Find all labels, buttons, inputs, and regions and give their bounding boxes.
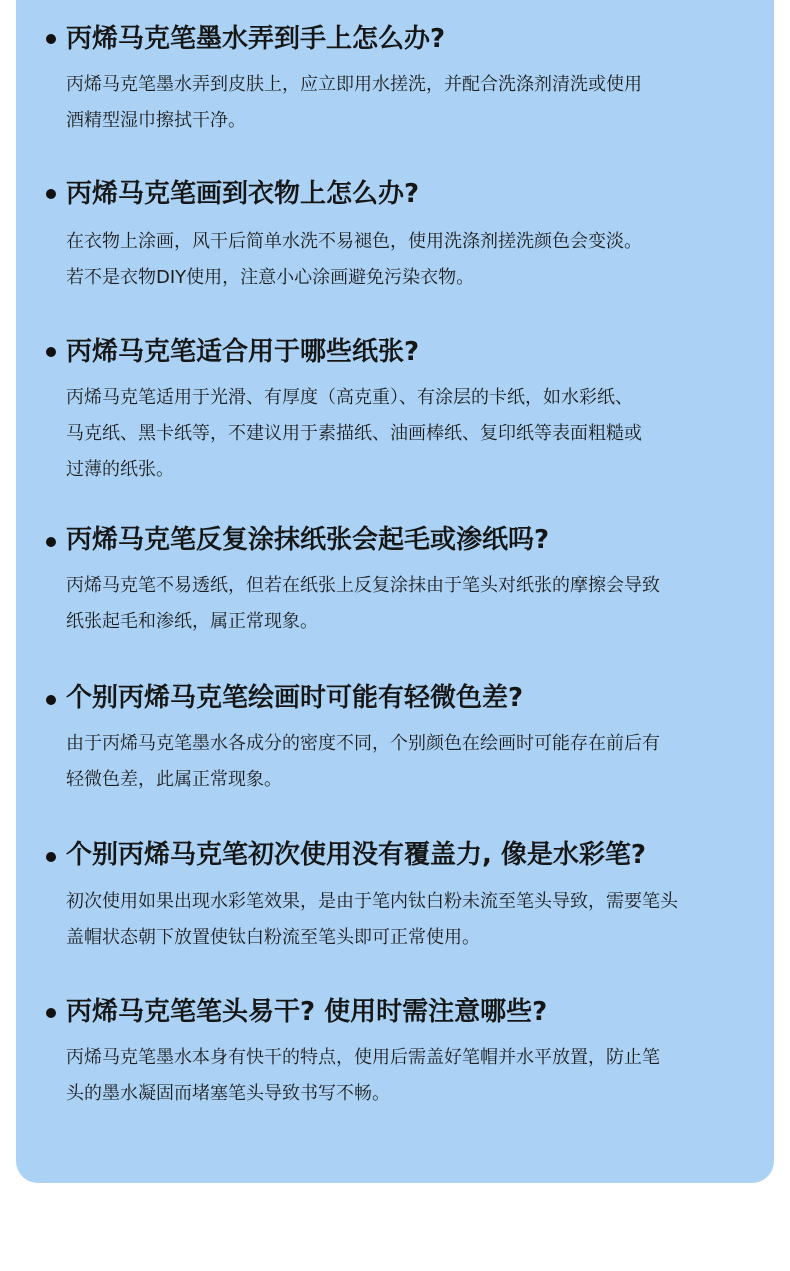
answer-line: 过薄的纸张。	[66, 459, 174, 480]
answer-line: 丙烯马克笔墨水弄到皮肤上，应立即用水搓洗，并配合洗涤剂清洗或使用	[66, 74, 642, 95]
answer-line: 盖帽状态朝下放置使钛白粉流至笔头即可正常使用。	[66, 927, 480, 948]
bullet-dot	[46, 189, 56, 199]
bullet-dot	[46, 1008, 56, 1018]
faq-question: 个别丙烯马克笔初次使用没有覆盖力, 像是水彩笔?	[66, 840, 647, 870]
faq-answer	[66, 1040, 756, 1112]
answer-line: 在衣物上涂画，风干后简单水洗不易褪色，使用洗涤剂搓洗颜色会变淡。	[66, 231, 642, 252]
faq-answer	[66, 380, 756, 488]
bullet-dot	[46, 695, 56, 705]
faq-answer	[66, 67, 756, 139]
faq-answer	[66, 884, 756, 956]
bullet-dot	[46, 537, 56, 547]
answer-line: 初次使用如果出现水彩笔效果，是由于笔内钛白粉未流至笔头导致，需要笔头	[66, 891, 678, 912]
bullet-dot	[46, 852, 56, 862]
faq-question: 丙烯马克笔笔头易干? 使用时需注意哪些?	[66, 997, 548, 1027]
answer-line: 马克纸、黑卡纸等，不建议用于素描纸、油画棒纸、复印纸等表面粗糙或	[66, 423, 642, 444]
answer-line: 纸张起毛和渗纸，属正常现象。	[66, 611, 318, 632]
faq-question: 丙烯马克笔适合用于哪些纸张?	[66, 337, 420, 367]
faq-question: 个别丙烯马克笔绘画时可能有轻微色差?	[66, 683, 524, 713]
answer-line: 酒精型湿巾擦拭干净。	[66, 110, 246, 131]
faq-question: 丙烯马克笔画到衣物上怎么办?	[66, 179, 420, 209]
answer-line: 丙烯马克笔不易透纸，但若在纸张上反复涂抹由于笔头对纸张的摩擦会导致	[66, 575, 660, 596]
answer-line: 头的墨水凝固而堵塞笔头导致书写不畅。	[66, 1083, 390, 1104]
answer-line: 丙烯马克笔适用于光滑、有厚度（高克重）、有涂层的卡纸，如水彩纸、	[66, 387, 633, 408]
bullet-dot	[46, 347, 56, 357]
answer-line: 由于丙烯马克笔墨水各成分的密度不同，个别颜色在绘画时可能存在前后有	[66, 733, 660, 754]
faq-answer	[66, 568, 756, 640]
faq-question: 丙烯马克笔反复涂抹纸张会起毛或渗纸吗?	[66, 525, 550, 555]
faq-answer	[66, 224, 756, 296]
faq-answer	[66, 726, 756, 798]
bullet-dot	[46, 34, 56, 44]
answer-line: 若不是衣物DIY使用，注意小心涂画避免污染衣物。	[66, 267, 475, 288]
answer-line: 丙烯马克笔墨水本身有快干的特点，使用后需盖好笔帽并水平放置，防止笔	[66, 1047, 660, 1068]
faq-question: 丙烯马克笔墨水弄到手上怎么办?	[66, 24, 446, 54]
answer-line: 轻微色差，此属正常现象。	[66, 769, 282, 790]
